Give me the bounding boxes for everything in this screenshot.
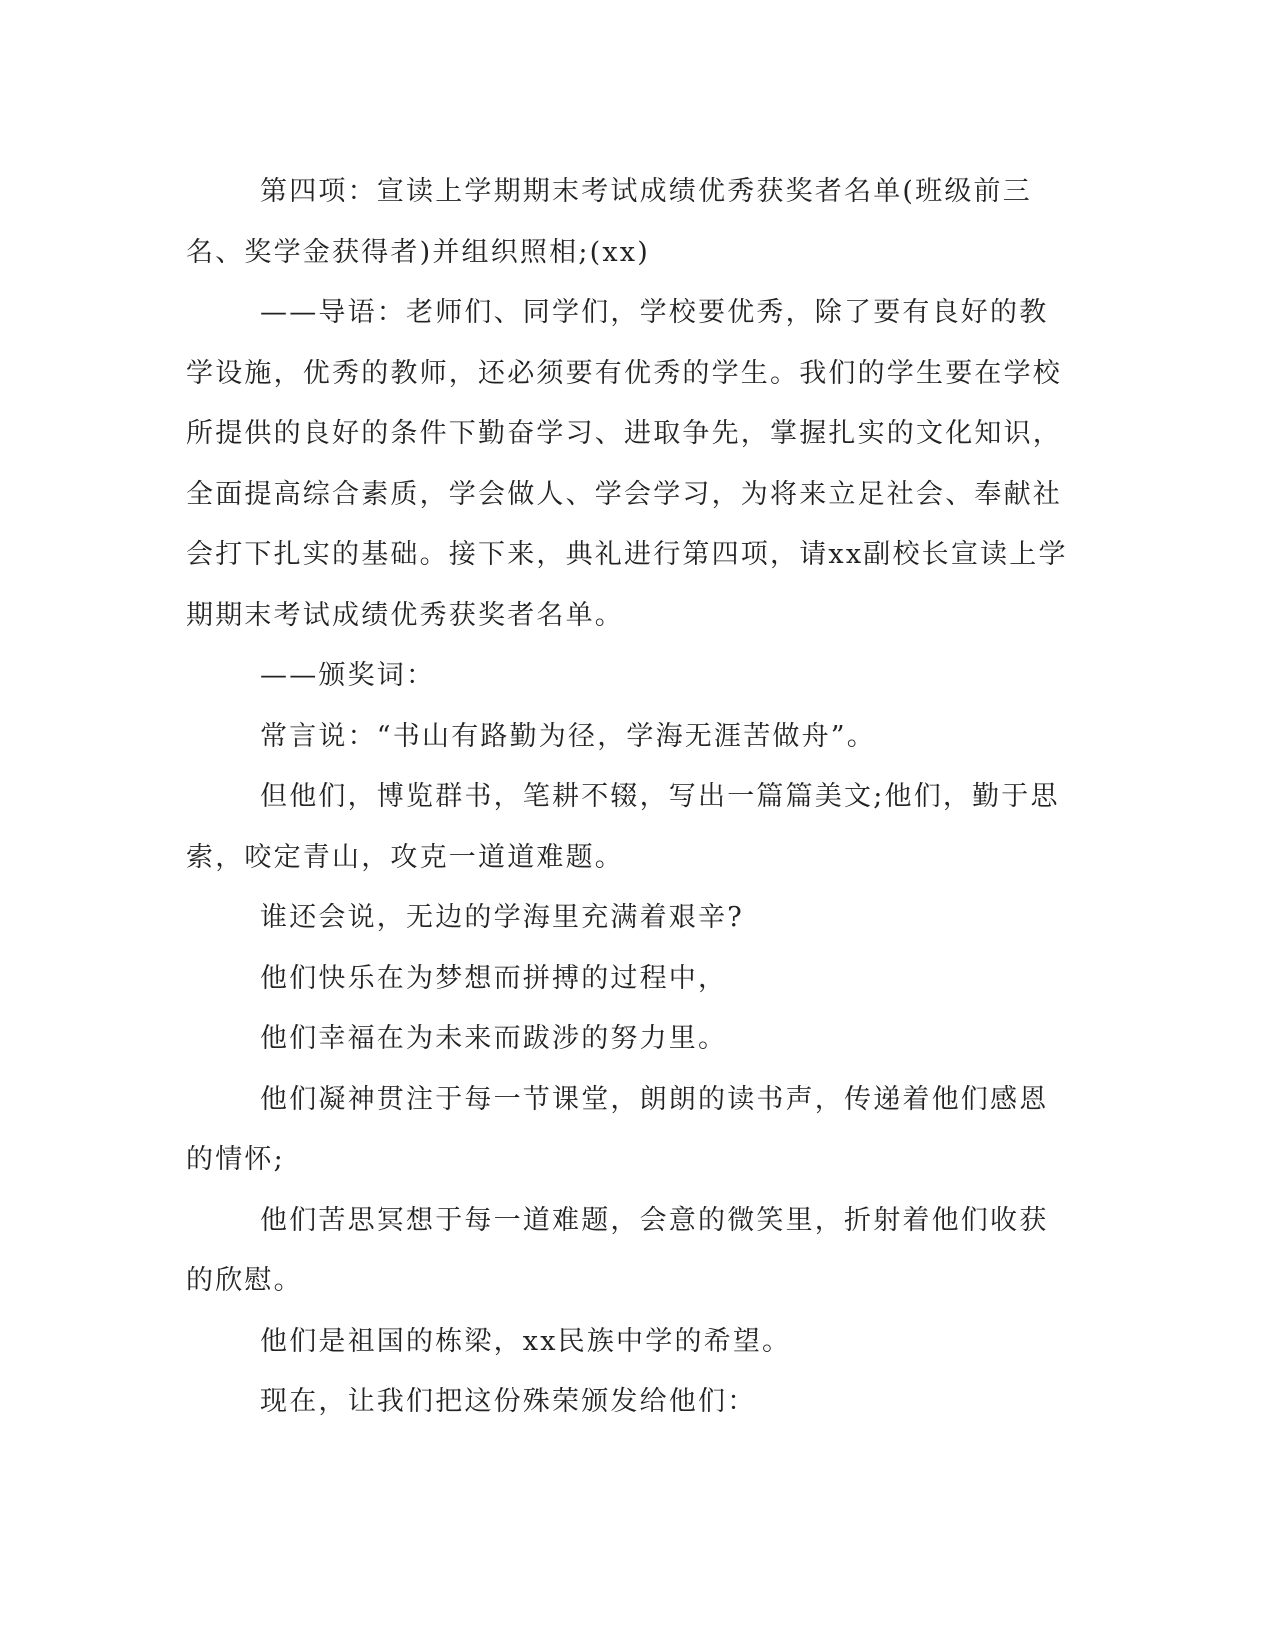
paragraph-question: 谁还会说，无边的学海里充满着艰辛? bbox=[260, 902, 744, 933]
paragraph-joy: 他们快乐在为梦想而拼搏的过程中， bbox=[260, 962, 728, 994]
paragraph-problems: 他们苦思冥想于每一道难题，会意的微笑里，折射着他们收获的欣慰。 bbox=[186, 1204, 1049, 1296]
paragraph-honor: 现在，让我们把这份殊荣颁发给他们： bbox=[260, 1386, 757, 1417]
paragraph-classroom: 他们凝神贯注于每一节课堂，朗朗的读书声，传递着他们感恩的情怀; bbox=[186, 1083, 1049, 1175]
paragraph-pillars: 他们是祖国的栋梁，xx民族中学的希望。 bbox=[260, 1325, 792, 1357]
paragraph-reading-thinking: 但他们，博览群书，笔耕不辍，写出一篇篇美文;他们，勤于思索，咬定青山，攻克一道道难题。 bbox=[186, 781, 1060, 873]
paragraph-happiness: 他们幸福在为未来而跋涉的努力里。 bbox=[260, 1023, 728, 1054]
document-body bbox=[186, 162, 1076, 1433]
paragraph-proverb: 常言说：“书山有路勤为径，学海无涯苦做舟”。 bbox=[260, 720, 877, 752]
paragraph-intro: ——导语：老师们、同学们，学校要优秀，除了要有良好的教学设施，优秀的教师，还必须要有优秀的学生。我们的学生要在学校所提供的良好的条件下勤奋学习、进取争先，掌握扎实的文化知识，全面提高综合素质，学会做人、学会学习，为将来立足社会、奉献社会打下扎实的基础。接下来，典礼进行第四项，请xx副校长宣读上学期期末考试成绩优秀获奖者名单。 bbox=[186, 297, 1068, 631]
paragraph-award-heading: ——颁奖词： bbox=[260, 660, 436, 691]
paragraph-item-four: 第四项：宣读上学期期末考试成绩优秀获奖者名单(班级前三名、奖学金获得者)并组织照相;(xx) bbox=[186, 176, 1032, 268]
